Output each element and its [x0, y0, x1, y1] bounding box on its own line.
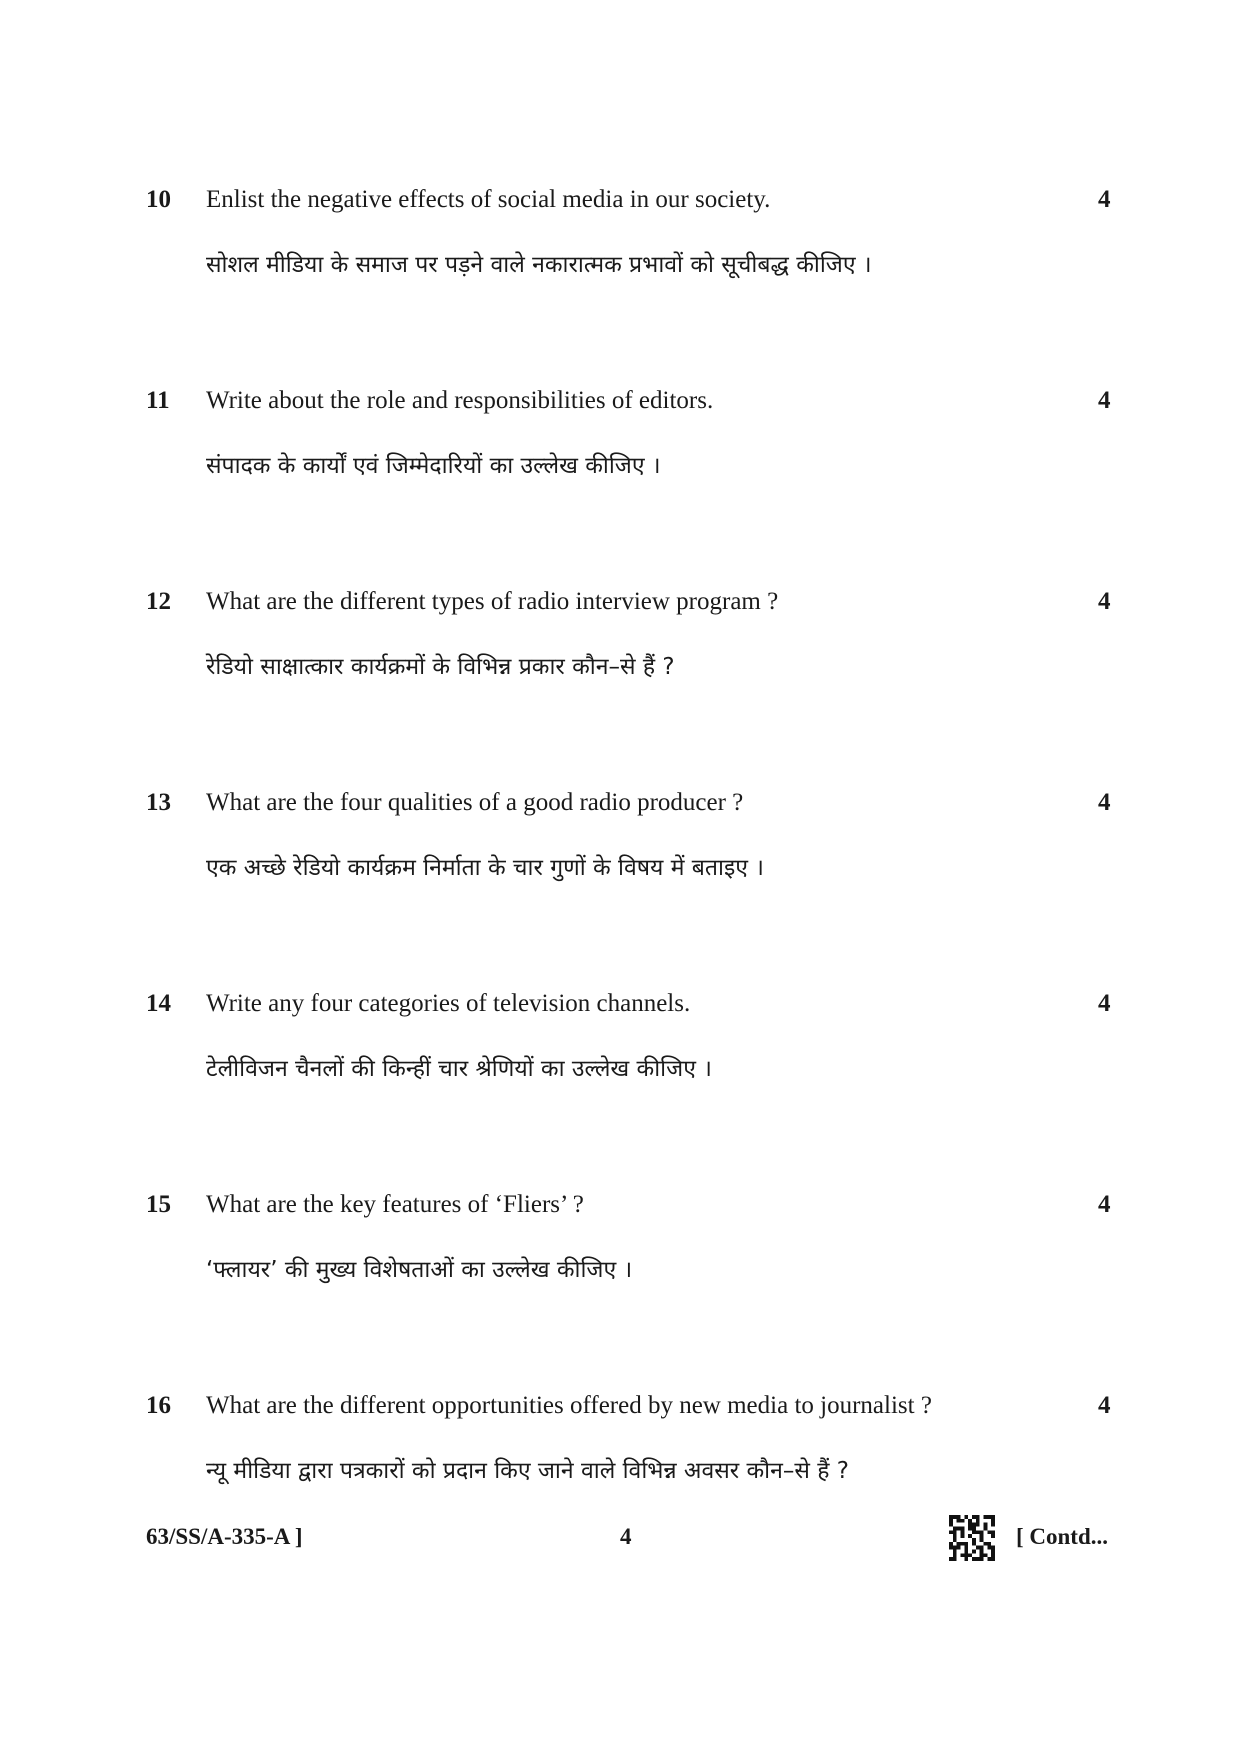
question-text-english: What are the key features of ‘Fliers’ ?	[206, 1191, 584, 1218]
question-marks: 4	[1098, 186, 1111, 213]
paper-code: 63/SS/A-335-A ]	[146, 1524, 303, 1549]
question-marks: 4	[1098, 789, 1111, 816]
question-number: 11	[146, 387, 170, 414]
question-number: 14	[146, 990, 171, 1017]
question-text-hindi: रेडियो साक्षात्कार कार्यक्रमों के विभिन्न प्रकार कौन–से हैं ?	[206, 654, 675, 680]
continued-label: [ Contd...	[1016, 1524, 1109, 1549]
question-number: 12	[146, 588, 171, 615]
question-text-english: Write any four categories of television channels.	[206, 990, 691, 1017]
question-text-hindi: न्यू मीडिया द्वारा पत्रकारों को प्रदान किए जाने वाले विभिन्न अवसर कौन–से हैं ?	[206, 1458, 849, 1484]
question-marks: 4	[1098, 1191, 1111, 1218]
page-number: 4	[620, 1524, 632, 1549]
question-marks: 4	[1098, 990, 1111, 1017]
question-number: 15	[146, 1191, 171, 1218]
question-text-english: What are the different opportunities offered by new media to journalist ?	[206, 1392, 932, 1419]
question-marks: 4	[1098, 387, 1111, 414]
question-number: 10	[146, 186, 171, 213]
question-text-english: Enlist the negative effects of social media in our society.	[206, 186, 771, 213]
question-text-hindi: टेलीविजन चैनलों की किन्हीं चार श्रेणियों का उल्लेख कीजिए ।	[206, 1056, 712, 1082]
question-text-english: What are the four qualities of a good radio producer ?	[206, 789, 744, 816]
question-text-hindi: सोशल मीडिया के समाज पर पड़ने वाले नकारात्मक प्रभावों को सूचीबद्ध कीजिए ।	[206, 252, 872, 278]
question-marks: 4	[1098, 1392, 1111, 1419]
question-number: 13	[146, 789, 171, 816]
question-text-hindi: संपादक के कार्यों एवं जिम्मेदारियों का उल्लेख कीजिए ।	[206, 453, 661, 479]
question-text-english: Write about the role and responsibilities of editors.	[206, 387, 714, 414]
question-marks: 4	[1098, 588, 1111, 615]
question-text-english: What are the different types of radio interview program ?	[206, 588, 779, 615]
qr-code-icon	[948, 1515, 996, 1561]
question-text-hindi: ‘फ्लायर’ की मुख्य विशेषताओं का उल्लेख कीजिए ।	[206, 1257, 633, 1283]
question-number: 16	[146, 1392, 171, 1419]
question-text-hindi: एक अच्छे रेडियो कार्यक्रम निर्माता के चार गुणों के विषय में बताइए ।	[206, 855, 765, 881]
